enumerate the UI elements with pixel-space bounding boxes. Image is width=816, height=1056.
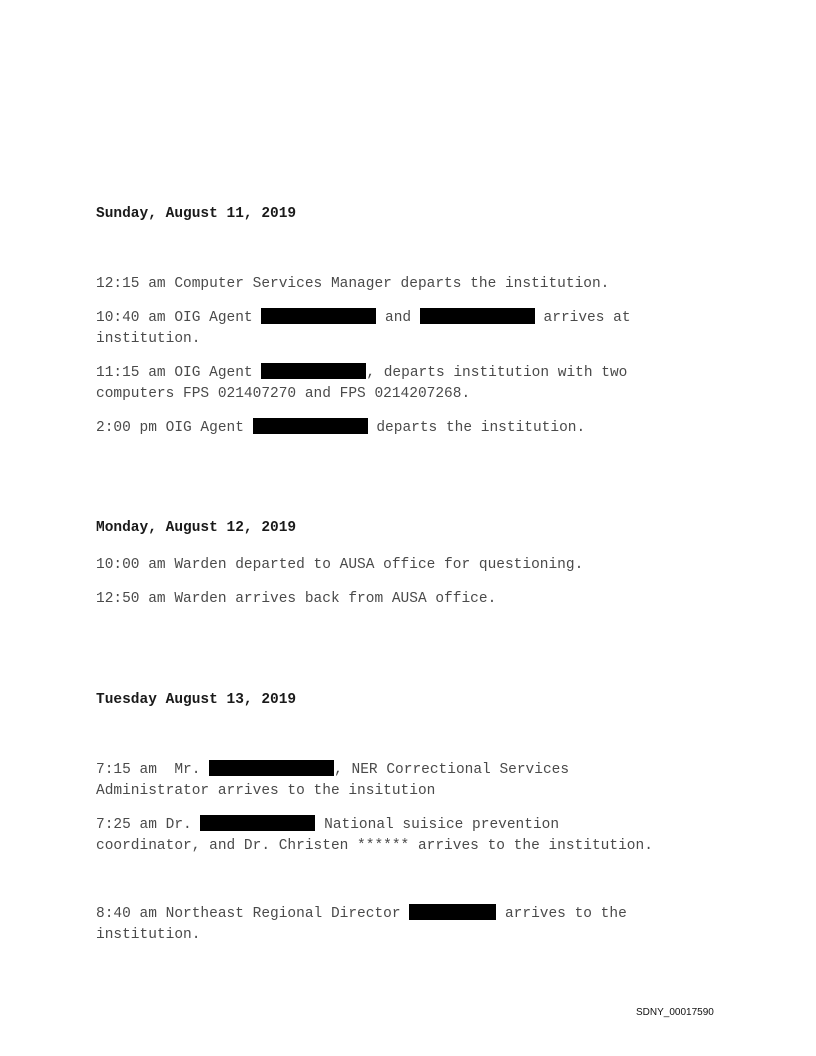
redaction-bar: [420, 308, 535, 324]
date-heading-monday: Monday, August 12, 2019: [96, 520, 297, 536]
entry-text: coordinator, and Dr. Christen ****** arrives to the institution.: [96, 838, 653, 854]
log-entry: [96, 274, 736, 295]
log-entry: [96, 555, 736, 576]
entry-text: institution.: [96, 927, 201, 943]
entry-text: 10:00 am Warden departed to AUSA office for questioning.: [96, 557, 584, 573]
date-heading-tuesday: Tuesday August 13, 2019: [96, 692, 297, 708]
entry-text: 7:15 am Mr.: [96, 762, 210, 778]
log-entry: [96, 904, 736, 946]
entry-text: , departs institution with two: [366, 365, 628, 381]
entry-text: 11:15 am OIG Agent: [96, 365, 262, 381]
redaction-bar: [253, 418, 368, 434]
entry-text: Administrator arrives to the insitution: [96, 783, 436, 799]
redaction-bar: [261, 308, 376, 324]
entry-text: National suisice prevention: [315, 817, 560, 833]
log-entry: [96, 418, 736, 439]
log-entry: [96, 760, 736, 802]
bates-number: SDNY_00017590: [636, 1007, 714, 1018]
log-entry: [96, 815, 736, 857]
log-entry: [96, 363, 736, 405]
log-entry: [96, 308, 736, 350]
entry-text: arrives at: [534, 310, 631, 326]
entry-text: computers FPS 021407270 and FPS 0214207268.: [96, 386, 471, 402]
entry-text: 7:25 am Dr.: [96, 817, 201, 833]
log-entry: [96, 589, 736, 610]
entry-text: 12:50 am Warden arrives back from AUSA office.: [96, 591, 497, 607]
entry-text: 8:40 am Northeast Regional Director: [96, 906, 410, 922]
entry-text: 12:15 am Computer Services Manager departs the institution.: [96, 276, 610, 292]
redaction-bar: [261, 363, 366, 379]
redaction-bar: [200, 815, 315, 831]
date-heading-sunday: Sunday, August 11, 2019: [96, 206, 297, 222]
redaction-bar: [209, 760, 334, 776]
entry-text: and: [376, 310, 420, 326]
redaction-bar: [409, 904, 496, 920]
entry-text: institution.: [96, 331, 201, 347]
entry-text: 2:00 pm OIG Agent: [96, 420, 253, 436]
entry-text: 10:40 am OIG Agent: [96, 310, 262, 326]
entry-text: , NER Correctional Services: [334, 762, 570, 778]
entry-text: departs the institution.: [367, 420, 586, 436]
entry-text: arrives to the: [496, 906, 627, 922]
